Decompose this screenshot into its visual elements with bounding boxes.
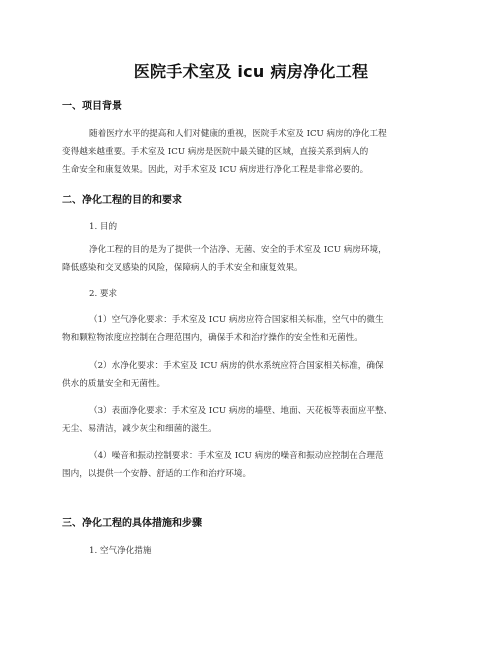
subheading-purpose: [62, 218, 442, 236]
section-heading-measures: 三、净化工程的具体措施和步骤: [62, 518, 202, 529]
paragraph-line: 生命安全和康复效果。因此，对手术室及 ICU 病房进行净化工程是非常必要的。: [62, 165, 369, 175]
paragraph-line: 物和颗粒物浓度应控制在合理范围内，确保手术和治疗操作的安全性和无菌性。: [62, 333, 363, 343]
paragraph-line: 供水的质量安全和无菌性。: [62, 379, 166, 389]
requirement-water: [62, 357, 442, 393]
subheading-text: 1. 目的: [89, 222, 118, 232]
paragraph-line: 降低感染和交叉感染的风险，保障病人的手术安全和康复效果。: [62, 263, 303, 273]
subheading-text: 2. 要求: [89, 289, 118, 299]
section-heading-goals: 二、净化工程的目的和要求: [62, 195, 182, 206]
paragraph-line: 净化工程的目的是为了提供一个洁净、无菌、安全的手术室及 ICU 病房环境，: [89, 245, 387, 255]
requirement-surface: [62, 402, 442, 438]
section-heading-background: 一、项目背景: [62, 101, 122, 112]
paragraph-line: 无尘、易清洁，减少灰尘和细菌的滋生。: [62, 424, 217, 434]
subheading-air-measures: [62, 542, 442, 560]
subheading-text: 1. 空气净化措施: [89, 546, 152, 556]
background-paragraph: [62, 125, 442, 179]
requirement-air: [62, 311, 442, 347]
paragraph-line: 变得越来越重要。手术室及 ICU 病房是医院中最关键的区域，直接关系到病人的: [62, 147, 369, 157]
subheading-requirements: [62, 285, 442, 303]
paragraph-line: （1）空气净化要求：手术室及 ICU 病房应符合国家相关标准，空气中的微生: [89, 315, 384, 325]
paragraph-line: 随着医疗水平的提高和人们对健康的重视，医院手术室及 ICU 病房的净化工程: [89, 129, 387, 139]
requirement-noise: [62, 447, 442, 483]
document-title: 医院手术室及 icu 病房净化工程: [133, 62, 369, 81]
paragraph-line: （3）表面净化要求：手术室及 ICU 病房的墙壁、地面、天花板等表面应平整、: [89, 406, 393, 416]
paragraph-line: （2）水净化要求：手术室及 ICU 病房的供水系统应符合国家相关标准，确保: [89, 361, 384, 371]
purpose-paragraph: [62, 241, 442, 277]
paragraph-line: 围内，以提供一个安静、舒适的工作和治疗环境。: [62, 469, 252, 479]
paragraph-line: （4）噪音和振动控制要求：手术室及 ICU 病房的噪音和振动应控制在合理范: [89, 451, 384, 461]
